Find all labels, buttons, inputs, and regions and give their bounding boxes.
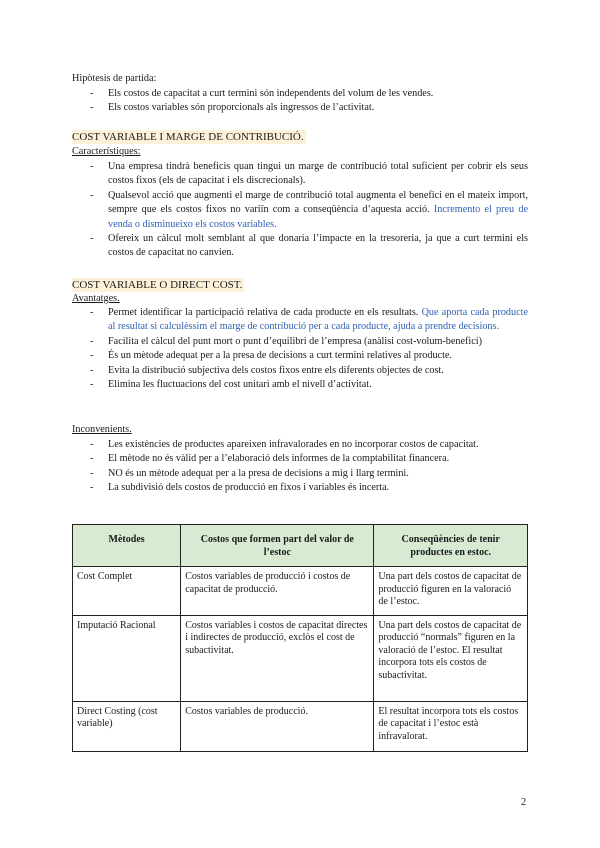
list-item: - NO és un mètode adequat per a la presa de decisions a mig i llarg termini. — [72, 467, 528, 481]
hypothesis-title: Hipòtesis de partida: — [72, 73, 157, 84]
cell-method: Cost Complet — [73, 567, 181, 616]
hypothesis-list — [72, 87, 528, 116]
section-heading-cost-variable-marge: COST VARIABLE I MARGE DE CONTRIBUCIÓ. — [72, 131, 304, 143]
list-item: - Facilita el càlcul del punt mort o punt d’equilibri de l’empresa (anàlisi cost-volum-benefici) — [72, 335, 528, 349]
list-item: - Ofereix un càlcul molt semblant al que donaria l’impacte en la tresoreria, ja que a curt termini els costos de capacitat no canvien. — [90, 233, 528, 259]
dash-bullet-icon: - — [90, 467, 94, 479]
avantatges-list — [72, 306, 528, 392]
methods-table — [72, 524, 528, 752]
dash-bullet-icon: - — [90, 482, 94, 494]
table-row — [73, 701, 528, 751]
dash-bullet-icon: - — [90, 364, 94, 376]
list-item: - Evita la distribució subjectiva dels costos fixos entre els diferents objectes de cost. — [72, 364, 528, 378]
header-consequencies: Conseqüències de tenir productes en estoc. — [374, 525, 528, 567]
subheading-avantatges: Avantatges. — [72, 293, 120, 304]
dash-bullet-icon: - — [90, 102, 94, 114]
dash-bullet-icon: - — [90, 307, 94, 318]
list-item: - Els costos de capacitat a curt termini són independents del volum de les vendes. — [72, 87, 528, 101]
list-item: - És un mètode adequat per a la presa de decisions a curt termini relatives al producte. — [72, 349, 528, 363]
dash-bullet-icon: - — [90, 379, 94, 391]
header-metodes: Mètodes — [73, 525, 181, 567]
cell-costs: Costos variables de producció. — [181, 701, 374, 751]
cell-consequences: Una part dels costos de capacitat de producció figuren en la valoració de l’estoc. — [374, 567, 528, 616]
dash-bullet-icon: - — [90, 453, 94, 465]
header-costos: Costos que formen part del valor de l’estoc — [181, 525, 374, 567]
dash-bullet-icon: - — [90, 161, 94, 172]
dash-bullet-icon: - — [90, 335, 94, 347]
table-header-row — [73, 525, 528, 567]
list-item: - El mètode no és vàlid per a l’elaboració dels informes de la comptabilitat financera. — [72, 452, 528, 466]
cell-method: Imputació Racional — [73, 615, 181, 701]
list-item: - Qualsevol acció que augmenti el marge de contribució total augmenta el benefici en el mateix import, sempre que els costos fixos no variïn com a conseqüència d’aquesta acció. Incremento el preu de venda o disminueixo els costos variables. — [90, 189, 528, 230]
dash-bullet-icon: - — [90, 350, 94, 362]
blue-note: Que aporta cada producte al resultat si calculèssim el marge de contribució per a cada producte, ajuda a prendre decisions. — [108, 307, 528, 333]
caracteristiques-list — [72, 160, 528, 261]
cell-costs: Costos variables de producció i costos de capacitat de producció. — [181, 567, 374, 616]
dash-bullet-icon: - — [90, 88, 94, 99]
list-item: - Elimina les fluctuacions del cost unitari amb el nivell d’activitat. — [72, 378, 528, 392]
section-heading-direct-cost: COST VARIABLE O DIRECT COST. — [72, 279, 243, 291]
inconvenients-list — [72, 438, 528, 496]
dash-bullet-icon: - — [90, 233, 94, 245]
list-item: - La subdivisió dels costos de producció en fixos i variables és incerta. — [72, 481, 528, 495]
subheading-inconvenients: Inconvenients. — [72, 424, 132, 435]
page-number: 2 — [521, 797, 527, 808]
dash-bullet-icon: - — [90, 189, 94, 201]
table-row — [73, 567, 528, 616]
cell-method: Direct Costing (cost variable) — [73, 701, 181, 751]
list-item: - Les existències de productes apareixen infravalorades en no incorporar costos de capacitat. — [72, 438, 528, 452]
cell-consequences: Una part dels costos de capacitat de producció “normals” figuren en la valoració de l’estoc. El resultat incorpora tots els costos de subactivitat. — [374, 615, 528, 701]
table-row — [73, 615, 528, 701]
cell-consequences: El resultat incorpora tots els costos de capacitat i l’estoc està infravalorat. — [374, 701, 528, 751]
subheading-caracteristiques: Característiques: — [72, 146, 141, 157]
dash-bullet-icon: - — [90, 439, 94, 450]
list-item: - Permet identificar la participació relativa de cada producte en els resultats. Que aporta cada producte al resultat si calculèssim el marge de contribució per a cada producte, ajuda a prendre decisions. — [90, 307, 528, 333]
cell-costs: Costos variables i costos de capacitat directes i indirectes de producció, exclòs el cost de subactivitat. — [181, 615, 374, 701]
list-item: - Els costos variables són proporcionals als ingressos de l’activitat. — [72, 101, 528, 115]
list-item: - Una empresa tindrà beneficis quan tingui un marge de contribució total suficient per cobrir els seus costos fixos (els de capacitat i els discrecionals). — [90, 161, 528, 187]
blue-note: Incremento el preu de venda o disminueixo els costos variables. — [108, 204, 528, 230]
